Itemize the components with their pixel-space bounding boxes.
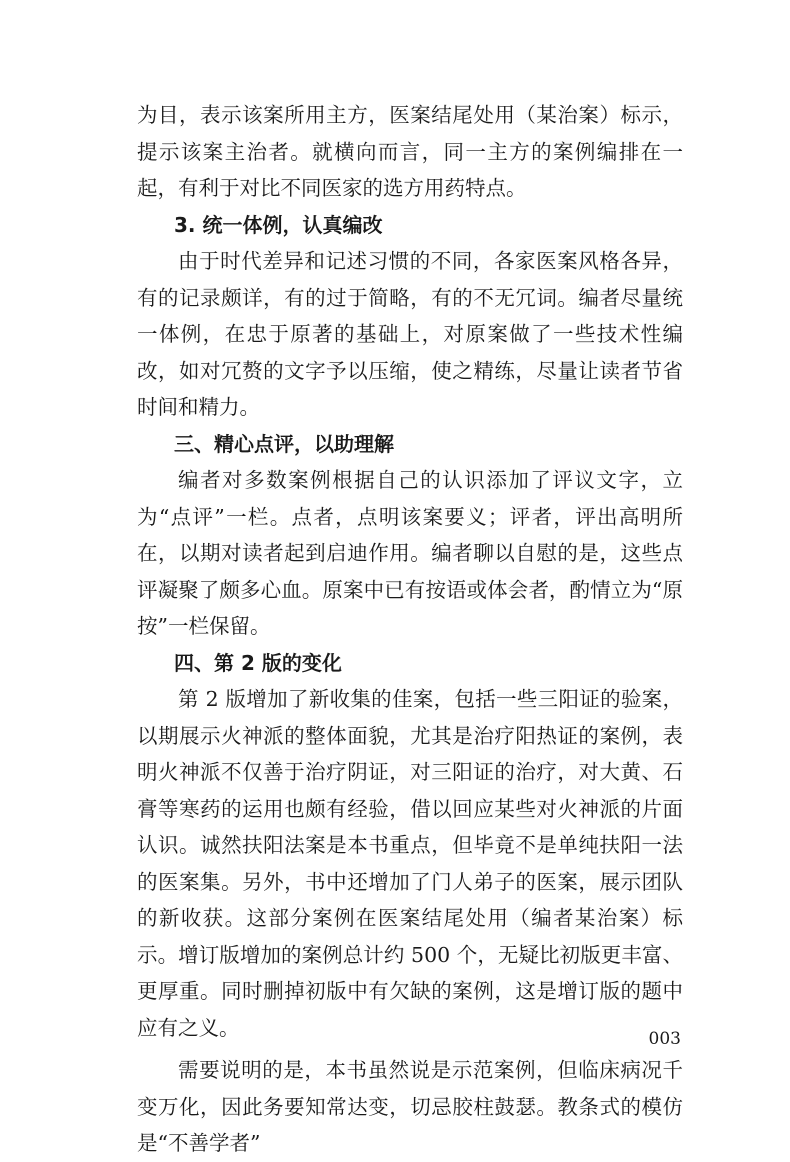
paragraph-continued: 为目，表示该案所用主方，医案结尾处用（某治案）标示，提示该案主治者。就横向而言，同一主方的案例编排在一起，有利于对比不同医家的选方用药特点。 [137,103,683,200]
section-heading-four: 四、第 2 版的变化 [174,650,342,675]
section-heading-3: 3. 统一体例，认真编改 [174,212,383,237]
page-number: 003 [648,1029,681,1049]
section-heading-three: 三、精心点评，以助理解 [174,431,394,456]
paragraph-note: 需要说明的是，本书虽然说是示范案例，但临床病况千变万化，因此务要知常达变，切忌胶柱鼓瑟。教条式的模仿是“不善学者” [137,1058,683,1155]
paragraph-commentary: 编者对多数案例根据自己的认识添加了评议文字，立为“点评”一栏。点者，点明该案要义；评者，评出高明所在，以期对读者起到启迪作用。编者聊以自慰的是，这些点评凝聚了颇多心血。原案中已有按语或体会者，酌情立为“原按”一栏保留。 [137,468,683,638]
paragraph-editing: 由于时代差异和记述习惯的不同，各家医案风格各异，有的记录颇详，有的过于简略，有的不无冗词。编者尽量统一体例，在忠于原著的基础上，对原案做了一些技术性编改，如对冗赘的文字予以压缩，使之精练，尽量让读者节省时间和精力。 [137,249,683,419]
paragraph-second-edition: 第 2 版增加了新收集的佳案，包括一些三阳证的验案，以期展示火神派的整体面貌，尤其是治疗阳热证的案例，表明火神派不仅善于治疗阴证，对三阳证的治疗，对大黄、石膏等寒药的运用也颇有经验，借以回应某些对火神派的片面认识。诚然扶阳法案是本书重点，但毕竟不是单纯扶阳一法的医案集。另外，书中还增加了门人弟子的医案，展示团队的新收获。这部分案例在医案结尾处用（编者某治案）标示。增订版增加的案例总计约 500 个，无疑比初版更丰富、更厚重。同时删掉初版中有欠缺的案例，这是增订版的题中应有之义。 [137,687,683,1040]
page-body [137,97,683,1162]
